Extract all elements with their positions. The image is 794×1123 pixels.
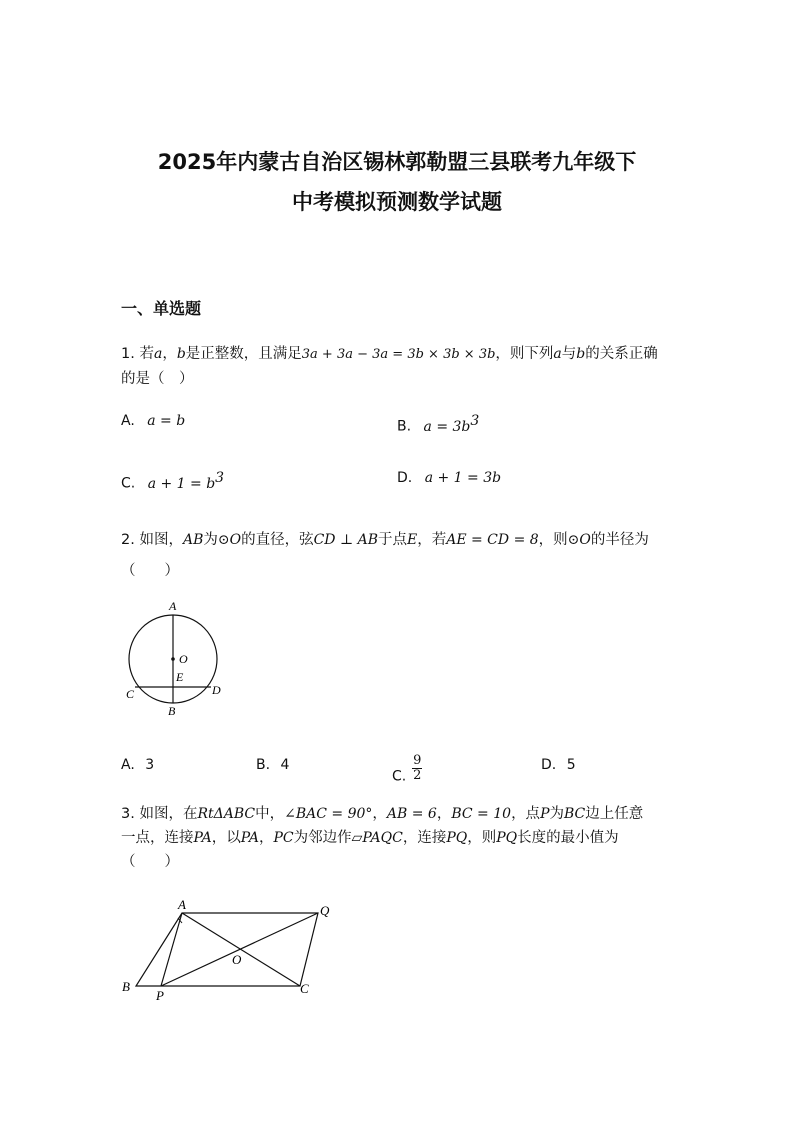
q3-l2c: ， xyxy=(259,830,274,846)
q3-l2b: ，以 xyxy=(211,830,241,846)
option-label: A. xyxy=(121,757,135,773)
q1-var-a2: a xyxy=(553,346,562,362)
q2-t7: 的半径为 xyxy=(590,532,649,548)
question-3-line2 xyxy=(121,826,619,847)
q3-parallelogram-figure xyxy=(118,896,348,1008)
q2-m2: ⊙O xyxy=(217,532,242,548)
q3-m4: BC = 10 xyxy=(451,806,512,822)
segment-ac xyxy=(182,913,300,986)
q1-var-a: a xyxy=(153,346,163,362)
q3-l2f: ，则 xyxy=(467,830,497,846)
option-label: C. xyxy=(392,768,407,785)
label-q: Q xyxy=(320,903,330,918)
q2-t3: 的直径，弦 xyxy=(241,532,314,548)
option-label: A. xyxy=(121,413,135,429)
question-3-line1 xyxy=(121,802,643,823)
q2-option-b[interactable] xyxy=(256,757,289,773)
q3-m7: PA xyxy=(193,830,212,846)
option-expr: a = b xyxy=(147,413,186,429)
label-b: B xyxy=(168,704,176,718)
label-o: O xyxy=(179,652,188,666)
q3-m12: PQ xyxy=(496,830,518,846)
q2-m3: CD ⊥ AB xyxy=(313,532,378,548)
q2-option-c[interactable] xyxy=(392,753,422,791)
q1-option-a[interactable] xyxy=(121,413,185,429)
q1-text-e: 的关系正确 xyxy=(585,346,658,362)
label-c: C xyxy=(126,687,135,701)
question-2-line1 xyxy=(121,528,649,549)
q3-t1: 如图，在 xyxy=(139,806,198,822)
q2-t1: 如图， xyxy=(139,532,183,548)
question-number: 1. xyxy=(121,346,135,362)
q1-option-c[interactable] xyxy=(121,470,224,492)
q1-text-d: 与 xyxy=(561,346,577,362)
q3-m11: PQ xyxy=(446,830,468,846)
fraction xyxy=(412,754,422,783)
q3-m9: PC xyxy=(273,830,294,846)
page-title-line1: 2025年内蒙古自治区锡林郭勒盟三县联考九年级下 xyxy=(157,150,637,174)
q3-m10: ▱PAQC xyxy=(351,830,403,846)
option-label: B. xyxy=(256,757,271,773)
q3-m1: RtΔABC xyxy=(197,806,256,822)
label-c: C xyxy=(300,981,309,996)
q3-m5: P xyxy=(540,806,550,822)
numerator: 9 xyxy=(413,753,422,768)
q3-m8: PA xyxy=(240,830,259,846)
q2-t4: 于点 xyxy=(377,532,407,548)
q2-m5: AE = CD = 8 xyxy=(446,532,539,548)
segment-ap xyxy=(161,913,182,986)
q3-l2g: 长度的最小值为 xyxy=(517,830,619,846)
q3-t4: ， xyxy=(436,806,452,822)
parallelogram-outline xyxy=(136,913,318,986)
question-1-line2: 的是（ ） xyxy=(121,371,194,387)
q3-t2: 中， xyxy=(255,806,285,822)
q3-t7: 边上任意 xyxy=(585,806,644,822)
option-value: 5 xyxy=(566,757,576,773)
center-point xyxy=(171,657,175,661)
q1-option-b[interactable] xyxy=(397,413,479,435)
q3-l2d: 为邻边作 xyxy=(293,830,352,846)
option-value: 3 xyxy=(145,757,155,773)
option-label: C. xyxy=(121,475,136,492)
q1-option-d[interactable] xyxy=(397,470,501,486)
option-expr: a + 1 = b xyxy=(147,475,216,492)
q2-t2: 为 xyxy=(203,532,218,548)
label-e: E xyxy=(176,670,184,684)
q3-l2a: 一点，连接 xyxy=(121,830,194,846)
q1-equation: 3a + 3a − 3a = 3b × 3b × 3b xyxy=(301,347,496,362)
q3-t5: ，点 xyxy=(511,806,541,822)
label-d: D xyxy=(212,683,221,697)
option-label: B. xyxy=(397,418,412,435)
section-heading: 一、单选题 xyxy=(121,299,202,318)
question-2-line2: （ ） xyxy=(121,563,179,579)
q2-option-d[interactable] xyxy=(541,757,576,773)
q2-option-a[interactable] xyxy=(121,757,154,773)
q1-sep: ， xyxy=(162,346,177,362)
option-sup: 3 xyxy=(470,413,480,429)
page-title-line2: 中考模拟预测数学试题 xyxy=(292,190,502,214)
q3-m2: ∠BAC = 90° xyxy=(284,806,373,822)
q3-t3: ， xyxy=(372,806,387,822)
q3-l2e: ，连接 xyxy=(402,830,447,846)
question-number: 2. xyxy=(121,532,135,548)
segment-pq xyxy=(161,913,318,986)
option-expr: a + 1 = 3b xyxy=(424,470,502,486)
label-a: A xyxy=(178,897,186,912)
q1-var-b: b xyxy=(176,346,186,362)
q2-circle-figure xyxy=(118,596,230,722)
q1-text-b: 是正整数，且满足 xyxy=(185,346,302,362)
q2-t6: ，则 xyxy=(538,532,568,548)
option-expr: a = 3b xyxy=(423,418,471,435)
question-1-line1 xyxy=(121,342,658,363)
q3-t6: 为 xyxy=(549,806,564,822)
label-p: P xyxy=(156,988,164,1003)
option-label: D. xyxy=(397,470,413,486)
option-value: 4 xyxy=(280,757,290,773)
option-sup: 3 xyxy=(215,470,225,486)
q2-m1: AB xyxy=(182,532,204,548)
q1-text: 若 xyxy=(139,346,154,362)
q2-m4: E xyxy=(406,532,418,548)
label-a: A xyxy=(169,599,177,613)
q3-m6: BC xyxy=(563,806,586,822)
label-b: B xyxy=(122,979,130,994)
q1-var-b2: b xyxy=(576,346,586,362)
q1-text-c: ，则下列 xyxy=(495,346,554,362)
question-number: 3. xyxy=(121,806,135,822)
q3-m3: AB = 6 xyxy=(386,806,437,822)
label-o: O xyxy=(232,952,242,967)
q2-m6: ⊙O xyxy=(567,532,591,548)
option-label: D. xyxy=(541,757,557,773)
denominator: 2 xyxy=(413,768,422,783)
q2-t5: ，若 xyxy=(417,532,447,548)
question-3-line3: （ ） xyxy=(121,854,179,870)
